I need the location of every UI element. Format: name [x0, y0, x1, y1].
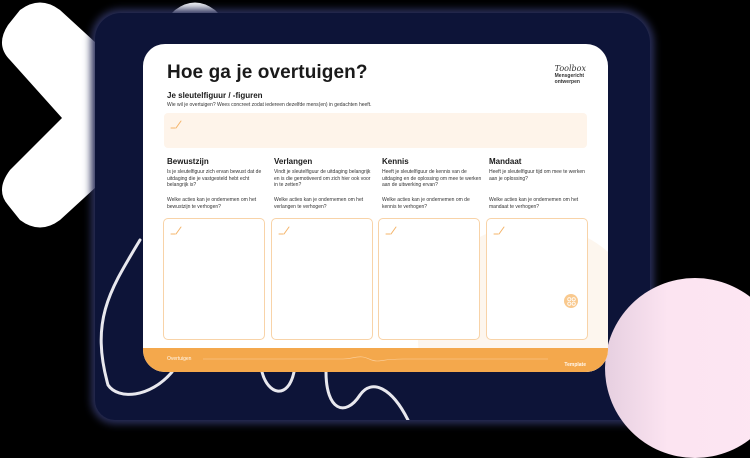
verlangen-input-box[interactable] — [271, 218, 373, 340]
column-question-2: Welke acties kan je ondernemen om het mandaat te verhogen? — [489, 197, 579, 210]
pencil-icon — [385, 225, 399, 235]
column-question-1: Vindt je sleutelfiguur de uitdaging belangrijk en is die gemotiveerd om zich hier ook voor in te zetten? — [274, 169, 371, 188]
toolbox-logo — [555, 64, 586, 85]
column-kennis — [382, 157, 482, 210]
logo-line-1: Mensgericht — [554, 73, 585, 79]
column-question-2: Welke acties kan je ondernemen om de kennis te verhogen? — [382, 197, 470, 210]
bewustzijn-input-box[interactable] — [163, 218, 265, 340]
mandaat-input-box[interactable] — [486, 218, 588, 340]
column-question-1: Heeft je sleutelfiguur de kennis van de uitdaging en de oplossing om mee te werken aan de uitwerking ervan? — [382, 169, 482, 188]
column-question-1: Is je sleutelfiguur zich ervan bewust dat de uitdaging die je vastgesteld hebt echt belangrijk is? — [167, 169, 262, 188]
worksheet-card — [143, 44, 608, 372]
worksheet-footer — [143, 348, 608, 372]
pencil-icon — [493, 225, 507, 235]
logo-script-text: Toolbox — [554, 64, 586, 73]
template-grid-icon — [564, 294, 578, 308]
pencil-icon — [278, 225, 292, 235]
pencil-icon — [170, 119, 184, 129]
column-bewustzijn — [167, 157, 267, 210]
key-figure-input[interactable] — [164, 113, 587, 148]
footer-wave-line — [203, 355, 548, 363]
column-mandaat — [489, 157, 589, 210]
logo-line-2: ontwerpen — [554, 79, 580, 85]
footer-template-label: Template — [564, 362, 586, 368]
column-title: Verlangen — [274, 157, 313, 166]
column-verlangen — [274, 157, 374, 210]
key-figure-description: Wie wil je overtuigen? Wees concreet zodat iedereen dezelfde mens(en) in gedachten heeft. — [167, 102, 372, 108]
column-title: Bewustzijn — [167, 157, 209, 166]
pencil-icon — [170, 225, 184, 235]
column-title: Kennis — [382, 157, 409, 166]
footer-worksheet-label: Overtuigen — [167, 356, 192, 362]
column-question-1: Heeft je sleutelfiguur tijd om mee te werken aan je oplossing? — [489, 169, 585, 182]
column-title: Mandaat — [489, 157, 522, 166]
column-question-2: Welke acties kan je ondernemen om het verlangen te verhogen? — [274, 197, 364, 210]
kennis-input-box[interactable] — [378, 218, 480, 340]
page-title: Hoe ga je overtuigen? — [167, 62, 368, 83]
column-question-2: Welke acties kan je ondernemen om het bewustzijn te verhogen? — [167, 197, 257, 210]
key-figure-title: Je sleutelfiguur / -figuren — [167, 91, 263, 100]
